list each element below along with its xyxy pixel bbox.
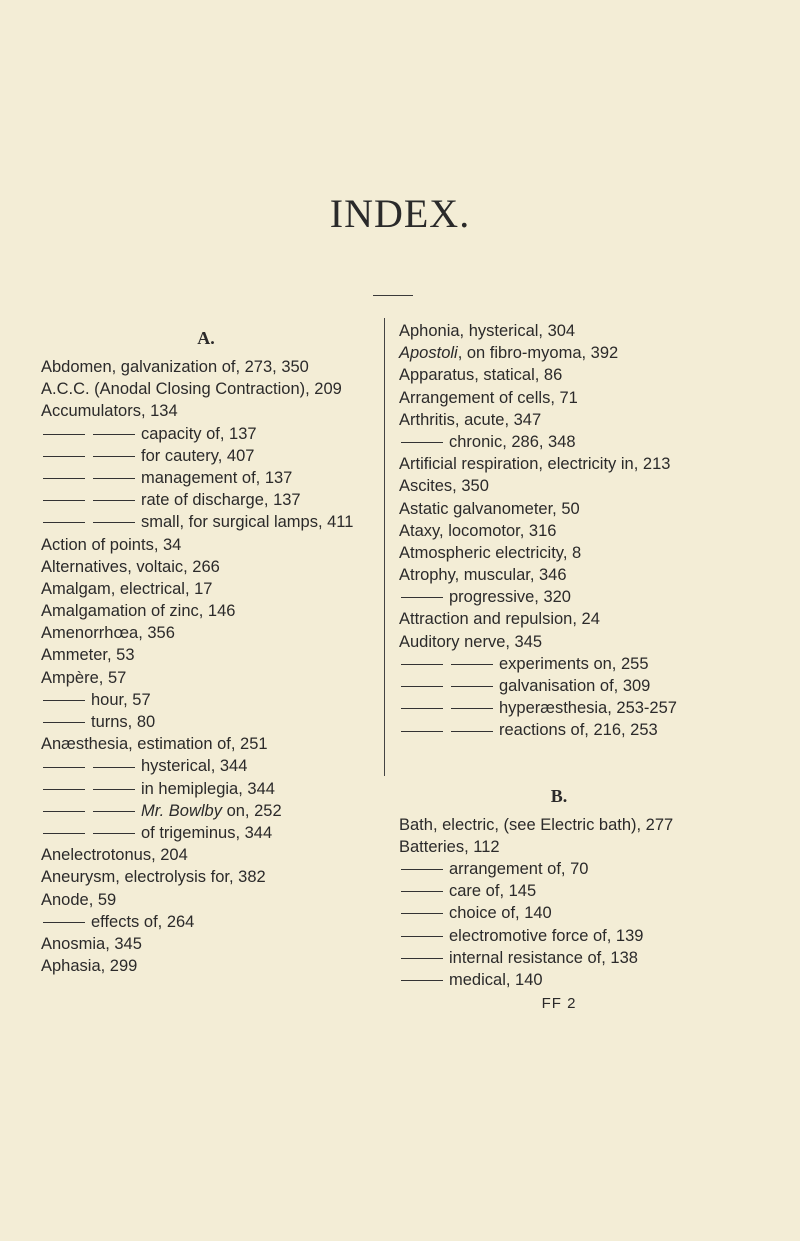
- ditto-dash: [93, 811, 135, 812]
- index-entry-text: Anelectrotonus, 204: [41, 846, 188, 865]
- index-entry: [41, 534, 371, 556]
- index-entry-text: Bath, electric, (see Electric bath), 277: [399, 815, 674, 834]
- index-entry-text: Anosmia, 345: [41, 934, 142, 953]
- index-entry-name: Apostoli: [399, 344, 458, 363]
- index-entry-text: turns, 80: [91, 713, 156, 732]
- index-entry-text: Arthritis, acute, 347: [399, 410, 542, 429]
- index-entry: [41, 400, 371, 422]
- ditto-dash: [93, 522, 135, 523]
- ditto-dash: [401, 442, 443, 443]
- index-entry-text: Astatic galvanometer, 50: [399, 499, 580, 518]
- index-entry: [41, 844, 371, 866]
- ditto-dash: [43, 722, 85, 723]
- section-heading-a: A.: [197, 328, 215, 348]
- index-entry-text: galvanisation of, 309: [499, 677, 651, 696]
- index-entry: [399, 364, 719, 386]
- ditto-dash: [43, 522, 85, 523]
- ditto-dash: [93, 456, 135, 457]
- index-entry: [399, 947, 719, 969]
- section-gap: [399, 742, 719, 778]
- ditto-dash: [451, 731, 493, 732]
- index-entry: [41, 800, 371, 822]
- index-entry-text: choice of, 140: [449, 904, 552, 923]
- index-entry-text: hyperæsthesia, 253-257: [499, 699, 677, 718]
- ditto-dash: [43, 922, 85, 923]
- index-entry: [41, 689, 371, 711]
- index-entry-text: Atrophy, muscular, 346: [399, 566, 567, 585]
- ditto-dash: [401, 731, 443, 732]
- index-entry: [41, 955, 371, 977]
- index-entry: [41, 911, 371, 933]
- page-title: INDEX.: [329, 191, 471, 236]
- index-column-right: [399, 320, 719, 1015]
- ditto-dash: [93, 833, 135, 834]
- index-entry: [41, 467, 371, 489]
- index-entry: [41, 644, 371, 666]
- ditto-dash: [43, 500, 85, 501]
- index-entry: [399, 836, 719, 858]
- index-entry: [399, 453, 719, 475]
- ditto-dash: [43, 767, 85, 768]
- index-entry: [399, 320, 719, 342]
- index-column-left: [41, 320, 371, 977]
- index-entry: [41, 866, 371, 888]
- index-entry-text: medical, 140: [449, 970, 543, 989]
- index-entries-right-a: [399, 320, 719, 742]
- ditto-dash: [93, 789, 135, 790]
- index-entry: [399, 564, 719, 586]
- index-entries-left: [41, 356, 371, 977]
- index-entry-text: Atmospheric electricity, 8: [399, 543, 582, 562]
- index-entry-text: management of, 137: [141, 468, 293, 487]
- index-entry-rest: on, 252: [222, 801, 282, 820]
- index-entry: [41, 933, 371, 955]
- column-divider: [384, 318, 385, 776]
- index-entry-text: Ampère, 57: [41, 668, 127, 687]
- index-entry-text: Aneurysm, electrolysis for, 382: [41, 868, 266, 887]
- index-entry-name: Mr. Bowlby: [141, 801, 222, 820]
- index-entry-text: Apparatus, statical, 86: [399, 366, 563, 385]
- ditto-dash: [43, 833, 85, 834]
- index-entry-text: Ascites, 350: [399, 477, 489, 496]
- index-entry-text: internal resistance of, 138: [449, 948, 638, 967]
- index-entry: [399, 387, 719, 409]
- index-entry: [399, 969, 719, 991]
- ditto-dash: [401, 958, 443, 959]
- ditto-dash: [401, 597, 443, 598]
- index-entry-text: Anode, 59: [41, 890, 117, 909]
- ditto-dash: [43, 789, 85, 790]
- index-entry: [399, 520, 719, 542]
- index-entry: [399, 858, 719, 880]
- index-entry-text: of trigeminus, 344: [141, 823, 273, 842]
- ditto-dash: [43, 456, 85, 457]
- index-entry-text: Alternatives, voltaic, 266: [41, 557, 220, 576]
- ditto-dash: [43, 478, 85, 479]
- index-entry-text: Abdomen, galvanization of, 273, 350: [41, 358, 309, 376]
- index-entry: [41, 423, 371, 445]
- index-entry-text: Arrangement of cells, 71: [399, 388, 578, 407]
- index-entry: [41, 622, 371, 644]
- index-entry: [399, 653, 719, 675]
- index-entry: [399, 902, 719, 924]
- index-entry: [41, 889, 371, 911]
- index-entry-text: Ataxy, locomotor, 316: [399, 521, 557, 540]
- ditto-dash: [451, 708, 493, 709]
- index-entry: [399, 475, 719, 497]
- index-entry-text: hour, 57: [91, 690, 151, 709]
- index-entry-text: effects of, 264: [91, 912, 195, 931]
- index-entry-text: arrangement of, 70: [449, 859, 589, 878]
- index-entry-text: small, for surgical lamps, 411: [141, 513, 354, 532]
- ditto-dash: [43, 811, 85, 812]
- index-entry: [399, 697, 719, 719]
- index-entry-text: Batteries, 112: [399, 837, 500, 856]
- index-entry: [399, 719, 719, 741]
- index-entry: [399, 631, 719, 653]
- index-entry-text: electromotive force of, 139: [449, 926, 644, 945]
- index-entry-text: Anæsthesia, estimation of, 251: [41, 735, 268, 754]
- ditto-dash: [43, 700, 85, 701]
- index-entry: [399, 814, 719, 836]
- ditto-dash: [451, 686, 493, 687]
- ditto-dash: [401, 686, 443, 687]
- index-entry: [399, 925, 719, 947]
- index-entry-text: Amenorrhœa, 356: [41, 624, 175, 643]
- index-entry: [41, 578, 371, 600]
- ditto-dash: [451, 664, 493, 665]
- index-entry: [399, 498, 719, 520]
- index-entry: [41, 489, 371, 511]
- section-heading-b: B.: [550, 785, 568, 806]
- index-entry: [41, 556, 371, 578]
- index-entry-text: capacity of, 137: [141, 424, 257, 443]
- index-entry-text: for cautery, 407: [141, 446, 255, 465]
- index-entry-text: Amalgamation of zinc, 146: [41, 602, 236, 621]
- index-entry: [41, 778, 371, 800]
- ditto-dash: [93, 478, 135, 479]
- index-entry: [41, 822, 371, 844]
- index-entry: [41, 600, 371, 622]
- index-entry: [41, 667, 371, 689]
- index-entry: [41, 511, 371, 533]
- index-entry-text: Aphasia, 299: [41, 957, 138, 976]
- ditto-dash: [93, 434, 135, 435]
- ditto-dash: [401, 980, 443, 981]
- index-entry-text: Auditory nerve, 345: [399, 632, 543, 651]
- index-entry-text: care of, 145: [449, 882, 537, 901]
- ditto-dash: [401, 891, 443, 892]
- index-entry-text: experiments on, 255: [499, 654, 649, 673]
- index-entry: [399, 431, 719, 453]
- index-entry: [399, 542, 719, 564]
- index-entry-text: Action of points, 34: [41, 535, 182, 554]
- index-entry-text: Aphonia, hysterical, 304: [399, 322, 576, 340]
- ditto-dash: [401, 708, 443, 709]
- index-entry: [399, 675, 719, 697]
- index-entry-rest: , on fibro-myoma, 392: [457, 344, 619, 363]
- index-entry-text: in hemiplegia, 344: [141, 779, 275, 798]
- index-entry-text: hysterical, 344: [141, 757, 248, 776]
- index-entry: [41, 356, 371, 378]
- index-entries-right-b: [399, 814, 719, 992]
- index-entry-text: Accumulators, 134: [41, 402, 178, 421]
- ditto-dash: [93, 500, 135, 501]
- ditto-dash: [93, 767, 135, 768]
- index-entry-text: progressive, 320: [449, 588, 571, 607]
- signature-mark: FF 2: [541, 995, 577, 1013]
- index-entry: [399, 586, 719, 608]
- index-entry-text: Attraction and repulsion, 24: [399, 610, 600, 629]
- index-entry: [399, 342, 719, 364]
- index-entry: [399, 608, 719, 630]
- ditto-dash: [43, 434, 85, 435]
- ditto-dash: [401, 869, 443, 870]
- index-entry-text: Amalgam, electrical, 17: [41, 579, 213, 598]
- ditto-dash: [401, 913, 443, 914]
- index-entry: [399, 880, 719, 902]
- ditto-dash: [401, 936, 443, 937]
- index-entry: [41, 378, 371, 400]
- ditto-dash: [401, 664, 443, 665]
- index-entry: [41, 733, 371, 755]
- index-entry-text: rate of discharge, 137: [141, 491, 301, 510]
- index-entry-text: reactions of, 216, 253: [499, 721, 658, 740]
- index-entry: [41, 445, 371, 467]
- index-entry-text: chronic, 286, 348: [449, 432, 576, 451]
- index-entry-text: Ammeter, 53: [41, 646, 135, 665]
- index-entry: [41, 755, 371, 777]
- index-entry-text: A.C.C. (Anodal Closing Contraction), 209: [41, 380, 342, 399]
- index-entry: [399, 409, 719, 431]
- title-rule: [373, 295, 413, 296]
- index-entry-text: Artificial respiration, electricity in, 213: [399, 455, 671, 474]
- index-entry: [41, 711, 371, 733]
